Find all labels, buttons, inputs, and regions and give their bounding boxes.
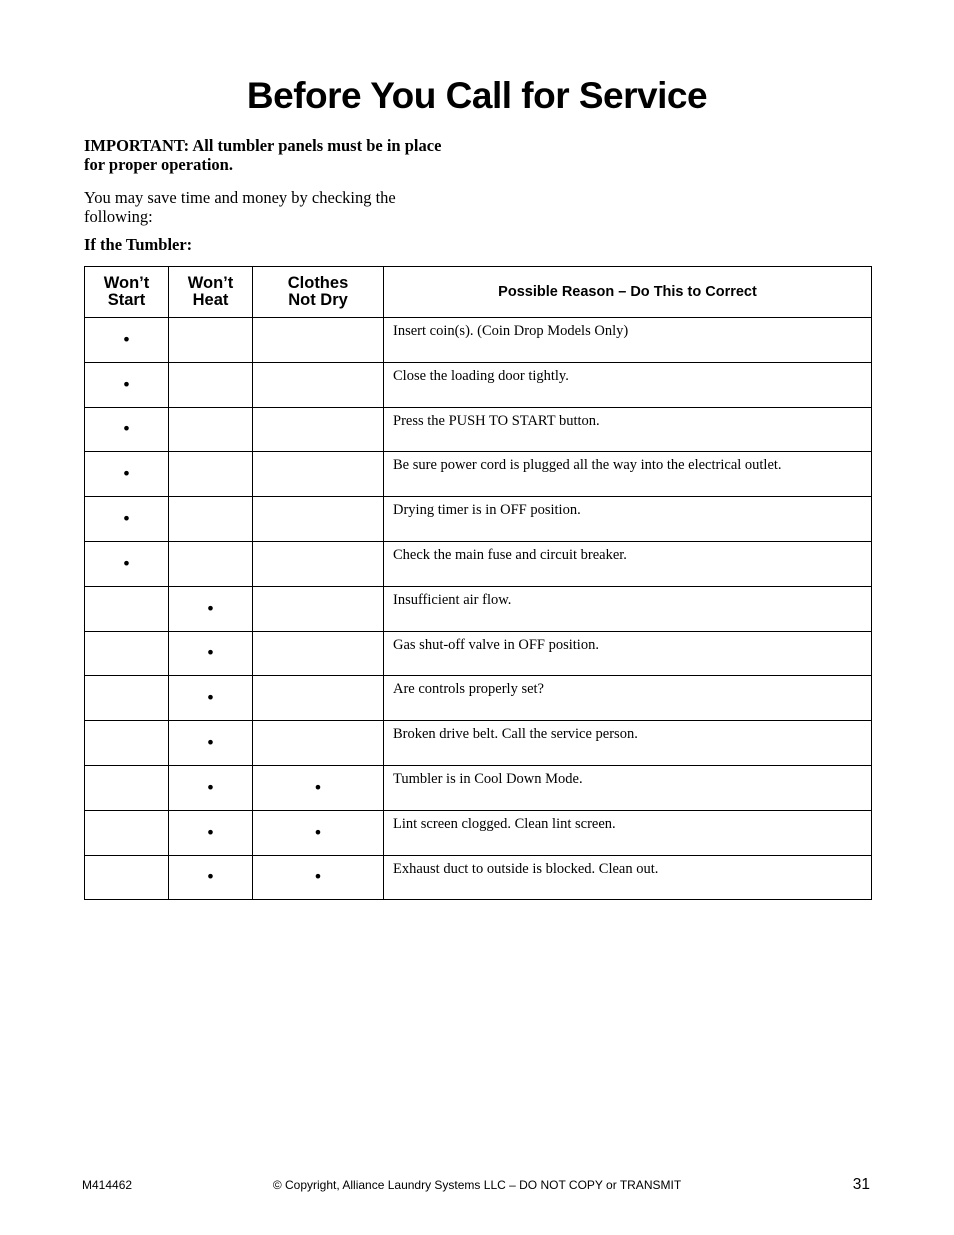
bullet-mark: • bbox=[121, 329, 132, 349]
cell-reason: Insert coin(s). (Coin Drop Models Only) bbox=[384, 318, 872, 363]
cell-wont-heat bbox=[169, 765, 253, 810]
cell-reason: Exhaust duct to outside is blocked. Clean out. bbox=[384, 855, 872, 900]
cell-wont-heat bbox=[169, 318, 253, 363]
table-row bbox=[85, 721, 872, 766]
cell-reason: Broken drive belt. Call the service person. bbox=[384, 721, 872, 766]
header-clothes-not-dry bbox=[253, 267, 384, 318]
cell-wont-heat bbox=[169, 586, 253, 631]
table-row bbox=[85, 586, 872, 631]
table-label: If the Tumbler: bbox=[84, 235, 193, 254]
cell-reason: Tumbler is in Cool Down Mode. bbox=[384, 765, 872, 810]
bullet-mark: • bbox=[205, 733, 216, 753]
cell-not-dry bbox=[253, 586, 384, 631]
cell-wont-heat bbox=[169, 676, 253, 721]
cell-reason: Are controls properly set? bbox=[384, 676, 872, 721]
table-row bbox=[85, 765, 872, 810]
cell-reason: Press the PUSH TO START button. bbox=[384, 407, 872, 452]
table-row bbox=[85, 541, 872, 586]
table-row bbox=[85, 855, 872, 900]
header-wont-heat bbox=[169, 267, 253, 318]
intro-paragraph bbox=[84, 188, 444, 226]
cell-not-dry bbox=[253, 541, 384, 586]
header-wont-heat-line1: Won’t bbox=[187, 274, 234, 292]
cell-wont-heat bbox=[169, 407, 253, 452]
table-row bbox=[85, 318, 872, 363]
cell-not-dry bbox=[253, 810, 384, 855]
cell-reason: Lint screen clogged. Clean lint screen. bbox=[384, 810, 872, 855]
cell-reason: Be sure power cord is plugged all the way into the electrical outlet. bbox=[384, 452, 872, 497]
footer-doc-number: M414462 bbox=[82, 1178, 133, 1192]
table-row bbox=[85, 676, 872, 721]
cell-reason: Close the loading door tightly. bbox=[384, 362, 872, 407]
cell-not-dry bbox=[253, 676, 384, 721]
cell-not-dry bbox=[253, 855, 384, 900]
cell-reason: Drying timer is in OFF position. bbox=[384, 497, 872, 542]
bullet-mark: • bbox=[205, 777, 216, 797]
bullet-mark: • bbox=[121, 553, 132, 573]
table-row bbox=[85, 810, 872, 855]
cell-not-dry bbox=[253, 407, 384, 452]
cell-not-dry bbox=[253, 631, 384, 676]
bullet-mark: • bbox=[205, 688, 216, 708]
bullet-mark: • bbox=[313, 867, 323, 887]
header-wont-start-line2: Start bbox=[107, 291, 146, 309]
header-not-dry-line1: Clothes bbox=[287, 274, 349, 292]
bullet-mark: • bbox=[205, 822, 216, 842]
bullet-mark: • bbox=[121, 374, 132, 394]
table-row bbox=[85, 631, 872, 676]
important-note-line2: for proper operation. bbox=[84, 155, 233, 174]
bullet-mark: • bbox=[313, 777, 323, 797]
cell-reason: Gas shut-off valve in OFF position. bbox=[384, 631, 872, 676]
header-wont-start bbox=[85, 267, 169, 318]
bullet-mark: • bbox=[205, 643, 216, 663]
bullet-mark: • bbox=[313, 822, 323, 842]
troubleshooting-table bbox=[84, 266, 872, 900]
intro-line1: You may save time and money by checking the bbox=[84, 188, 396, 207]
cell-not-dry bbox=[253, 497, 384, 542]
cell-wont-start bbox=[85, 631, 169, 676]
cell-wont-heat bbox=[169, 497, 253, 542]
table-body bbox=[85, 318, 872, 900]
header-wont-start-line1: Won’t bbox=[103, 274, 150, 292]
page-title: Before You Call for Service bbox=[246, 75, 708, 116]
cell-wont-heat bbox=[169, 452, 253, 497]
table-row bbox=[85, 407, 872, 452]
bullet-mark: • bbox=[121, 419, 132, 439]
cell-wont-heat bbox=[169, 721, 253, 766]
cell-wont-heat bbox=[169, 362, 253, 407]
cell-not-dry bbox=[253, 721, 384, 766]
table-row bbox=[85, 362, 872, 407]
cell-wont-start bbox=[85, 362, 169, 407]
cell-wont-start bbox=[85, 586, 169, 631]
cell-not-dry bbox=[253, 318, 384, 363]
header-not-dry-line2: Not Dry bbox=[288, 291, 348, 309]
footer-page-number: 31 bbox=[852, 1176, 870, 1193]
cell-wont-heat bbox=[169, 810, 253, 855]
important-note bbox=[84, 136, 484, 174]
cell-reason: Check the main fuse and circuit breaker. bbox=[384, 541, 872, 586]
bullet-mark: • bbox=[205, 598, 216, 618]
table-row bbox=[85, 497, 872, 542]
header-wont-heat-line2: Heat bbox=[192, 291, 229, 309]
cell-wont-heat bbox=[169, 855, 253, 900]
cell-wont-start bbox=[85, 318, 169, 363]
important-note-line1: IMPORTANT: All tumbler panels must be in place bbox=[84, 136, 442, 155]
table-header-row bbox=[85, 267, 872, 318]
cell-wont-start bbox=[85, 721, 169, 766]
bullet-mark: • bbox=[121, 464, 132, 484]
cell-not-dry bbox=[253, 765, 384, 810]
intro-line2: following: bbox=[84, 207, 153, 226]
cell-wont-start bbox=[85, 407, 169, 452]
cell-reason: Insufficient air flow. bbox=[384, 586, 872, 631]
bullet-mark: • bbox=[205, 867, 216, 887]
cell-wont-start bbox=[85, 676, 169, 721]
cell-wont-start bbox=[85, 541, 169, 586]
cell-wont-start bbox=[85, 855, 169, 900]
table-row bbox=[85, 452, 872, 497]
cell-wont-heat bbox=[169, 631, 253, 676]
footer-copyright: © Copyright, Alliance Laundry Systems LLC – DO NOT COPY or TRANSMIT bbox=[272, 1178, 682, 1192]
cell-wont-heat bbox=[169, 541, 253, 586]
header-possible-reason: Possible Reason – Do This to Correct bbox=[384, 267, 872, 318]
cell-not-dry bbox=[253, 452, 384, 497]
bullet-mark: • bbox=[121, 509, 132, 529]
cell-not-dry bbox=[253, 362, 384, 407]
cell-wont-start bbox=[85, 765, 169, 810]
cell-wont-start bbox=[85, 452, 169, 497]
cell-wont-start bbox=[85, 497, 169, 542]
cell-wont-start bbox=[85, 810, 169, 855]
